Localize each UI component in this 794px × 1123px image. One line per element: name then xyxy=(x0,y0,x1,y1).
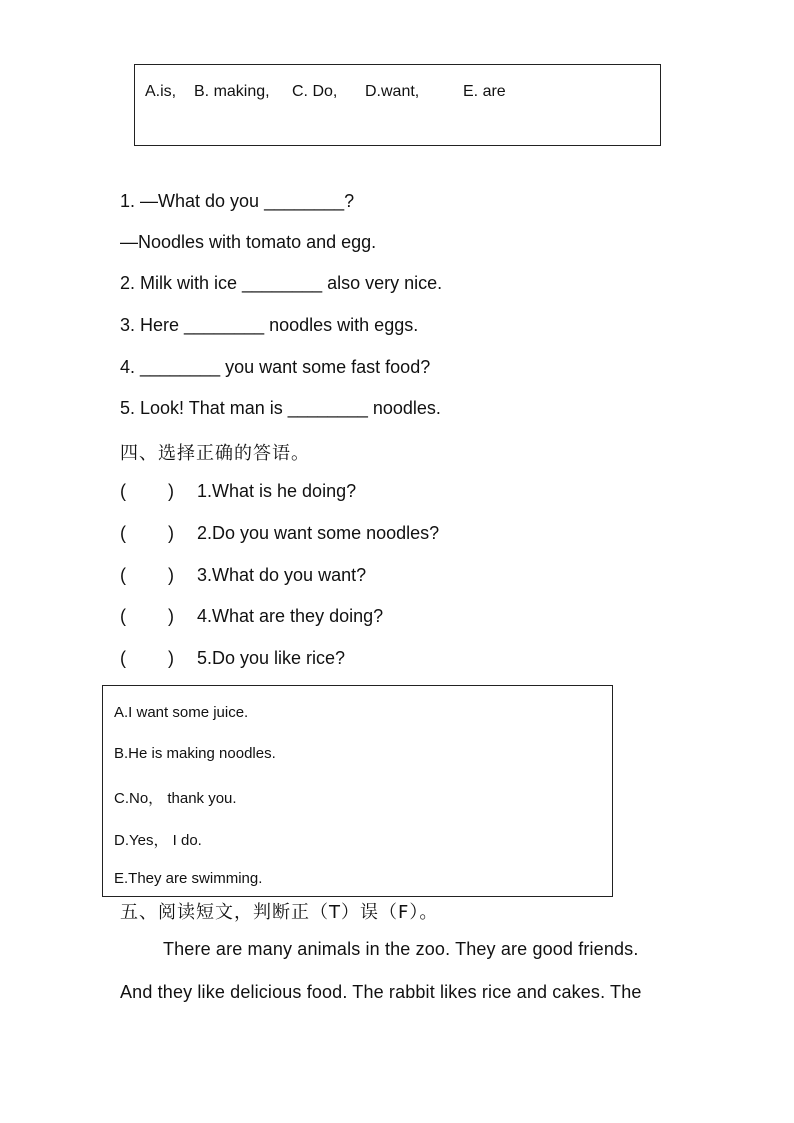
answer-paren-open: ( xyxy=(120,606,126,626)
answer-paren-open: ( xyxy=(120,648,126,668)
answer-paren-open: ( xyxy=(120,481,126,501)
blank-question-1: 1. —What do you ________? xyxy=(120,191,355,211)
choice-question-2: 2.Do you want some noodles? xyxy=(197,523,440,543)
answer-paren-close: ) xyxy=(168,523,174,543)
word-option-c: C. Do, xyxy=(292,83,338,100)
answer-paren-close: ) xyxy=(168,481,174,501)
blank-question-2: 2. Milk with ice ________ also very nice. xyxy=(120,273,443,293)
word-option-a: A.is, xyxy=(145,83,177,100)
word-option-e: E. are xyxy=(463,83,506,100)
reading-line-1: There are many animals in the zoo. They are good friends. xyxy=(163,939,639,959)
section-5-title: 五、阅读短文，判断正（T）误（F）。 xyxy=(120,902,439,923)
blank-answer-1: —Noodles with tomato and egg. xyxy=(120,232,377,252)
word-bank-box xyxy=(134,64,661,146)
blank-question-4: 4. ________ you want some fast food? xyxy=(120,357,431,377)
answer-options-box xyxy=(102,685,613,897)
reading-line-2: And they like delicious food. The rabbit likes rice and cakes. The xyxy=(120,982,642,1002)
answer-paren-close: ) xyxy=(168,565,174,585)
answer-option-b: B.He is making noodles. xyxy=(114,745,276,762)
answer-paren-open: ( xyxy=(120,523,126,543)
answer-paren-open: ( xyxy=(120,565,126,585)
answer-option-d: D.Yes， I do. xyxy=(114,832,202,849)
answer-paren-close: ) xyxy=(168,648,174,668)
word-option-d: D.want, xyxy=(365,83,420,100)
blank-question-3: 3. Here ________ noodles with eggs. xyxy=(120,315,419,335)
answer-paren-close: ) xyxy=(168,606,174,626)
blank-question-5: 5. Look! That man is ________ noodles. xyxy=(120,398,441,418)
answer-option-a: A.I want some juice. xyxy=(114,704,249,721)
answer-option-c: C.No， thank you. xyxy=(114,790,237,807)
choice-question-4: 4.What are they doing? xyxy=(197,606,384,626)
section-4-title: 四、选择正确的答语。 xyxy=(120,443,310,464)
word-option-b: B. making, xyxy=(194,83,270,100)
choice-question-5: 5.Do you like rice? xyxy=(197,648,346,668)
choice-question-3: 3.What do you want? xyxy=(197,565,367,585)
choice-question-1: 1.What is he doing? xyxy=(197,481,357,501)
answer-option-e: E.They are swimming. xyxy=(114,870,263,887)
